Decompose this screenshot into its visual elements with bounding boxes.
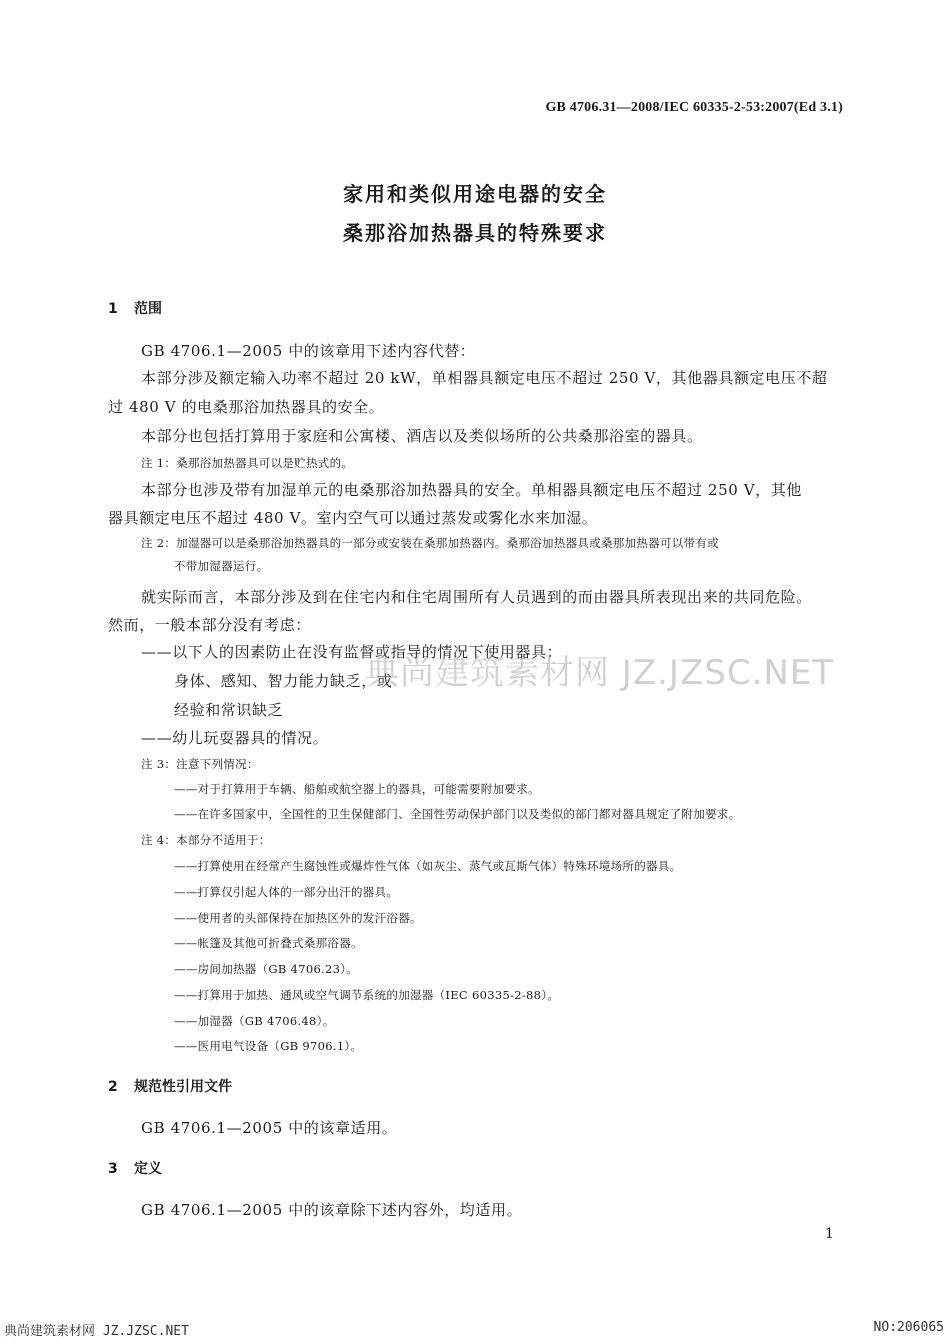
paragraph: 本部分也涉及带有加湿单元的电桑那浴加热器具的安全。单相器具额定电压不超过 250 V，其他 [141, 481, 803, 499]
note-item: ——房间加热器（GB 4706.23）。 [174, 962, 359, 976]
note-item: ——医用电气设备（GB 9706.1）。 [174, 1039, 363, 1053]
note-item: ——对于打算用于车辆、船舶或航空器上的器具，可能需要附加要求。 [174, 782, 540, 796]
paragraph: GB 4706.1—2005 中的该章适用。 [141, 1119, 398, 1137]
footer-doc-number: NO:206065 [873, 1320, 944, 1335]
note-item: ——加湿器（GB 4706.48）。 [174, 1014, 335, 1028]
section-2-heading [108, 1076, 232, 1096]
section-number: 1 [108, 301, 118, 317]
note: 不带加湿器运行。 [174, 559, 269, 573]
section-1-heading [108, 298, 162, 318]
section-title: 规范性引用文件 [134, 1079, 232, 1095]
section-number: 2 [108, 1079, 118, 1095]
page-title-line2: 桑那浴加热器具的特殊要求 [343, 221, 607, 245]
paragraph: 过 480 V 的电桑那浴加热器具的安全。 [108, 398, 385, 416]
paragraph: 器具额定电压不超过 480 V。室内空气可以通过蒸发或雾化水来加湿。 [108, 509, 598, 527]
paragraph: 本部分也包括打算用于家庭和公寓楼、酒店以及类似场所的公共桑那浴室的器具。 [141, 427, 703, 445]
paragraph: 然而，一般本部分没有考虑： [108, 616, 311, 634]
note: 注 4：本部分不适用于： [141, 833, 271, 847]
list-item: ——以下人的因素防止在没有监督或指导的情况下使用器具： [141, 643, 563, 661]
section-3-heading [108, 1158, 162, 1178]
list-item: ——幼儿玩耍器具的情况。 [141, 729, 329, 747]
note-item: ——帐篷及其他可折叠式桑那浴器。 [174, 936, 363, 950]
note: 注 1：桑那浴加热器具可以是贮热式的。 [141, 456, 354, 470]
list-item: 经验和常识缺乏 [174, 701, 284, 719]
note: 注 3：注意下列情况： [141, 757, 259, 771]
page-title-line1: 家用和类似用途电器的安全 [343, 182, 607, 206]
paragraph: 就实际而言，本部分涉及到在住宅内和住宅周围所有人员遇到的而由器具所表现出来的共同危险。 [141, 588, 812, 606]
note: 注 2：加湿器可以是桑那浴加热器具的一部分或安装在桑那加热器内。桑那浴加热器具或桑那加热器可以带有或 [141, 536, 719, 550]
note-item: ——打算使用在经常产生腐蚀性或爆炸性气体（如灰尘、蒸气或瓦斯气体）特殊环境场所的器具。 [174, 859, 682, 873]
section-title: 范围 [134, 301, 162, 317]
paragraph: 本部分涉及额定输入功率不超过 20 kW，单相器具额定电压不超过 250 V，其他器具额定电压不超 [141, 369, 828, 387]
watermark: 典尚建筑素材网 JZ.JZSC.NET [365, 653, 835, 693]
paragraph: GB 4706.1—2005 中的该章除下述内容外，均适用。 [141, 1201, 523, 1219]
page-number: 1 [825, 1226, 834, 1242]
paragraph: GB 4706.1—2005 中的该章用下述内容代替： [141, 342, 476, 360]
note-item: ——在许多国家中，全国性的卫生保健部门、全国性劳动保护部门以及类似的部门都对器具规定了附加要求。 [174, 807, 741, 821]
note-item: ——打算用于加热、通风或空气调节系统的加湿器（IEC 60335-2-88）。 [174, 988, 560, 1002]
standard-code: GB 4706.31—2008/IEC 60335-2-53:2007(Ed 3.1) [545, 100, 843, 115]
list-item: 身体、感知、智力能力缺乏，或 [174, 672, 393, 690]
footer-site-link[interactable]: 典尚建筑素材网 JZ.JZSC.NET [4, 1324, 189, 1339]
section-title: 定义 [134, 1161, 162, 1177]
section-number: 3 [108, 1161, 118, 1177]
note-item: ——使用者的头部保持在加热区外的发汗浴器。 [174, 911, 422, 925]
note-item: ——打算仅引起人体的一部分出汗的器具。 [174, 885, 399, 899]
